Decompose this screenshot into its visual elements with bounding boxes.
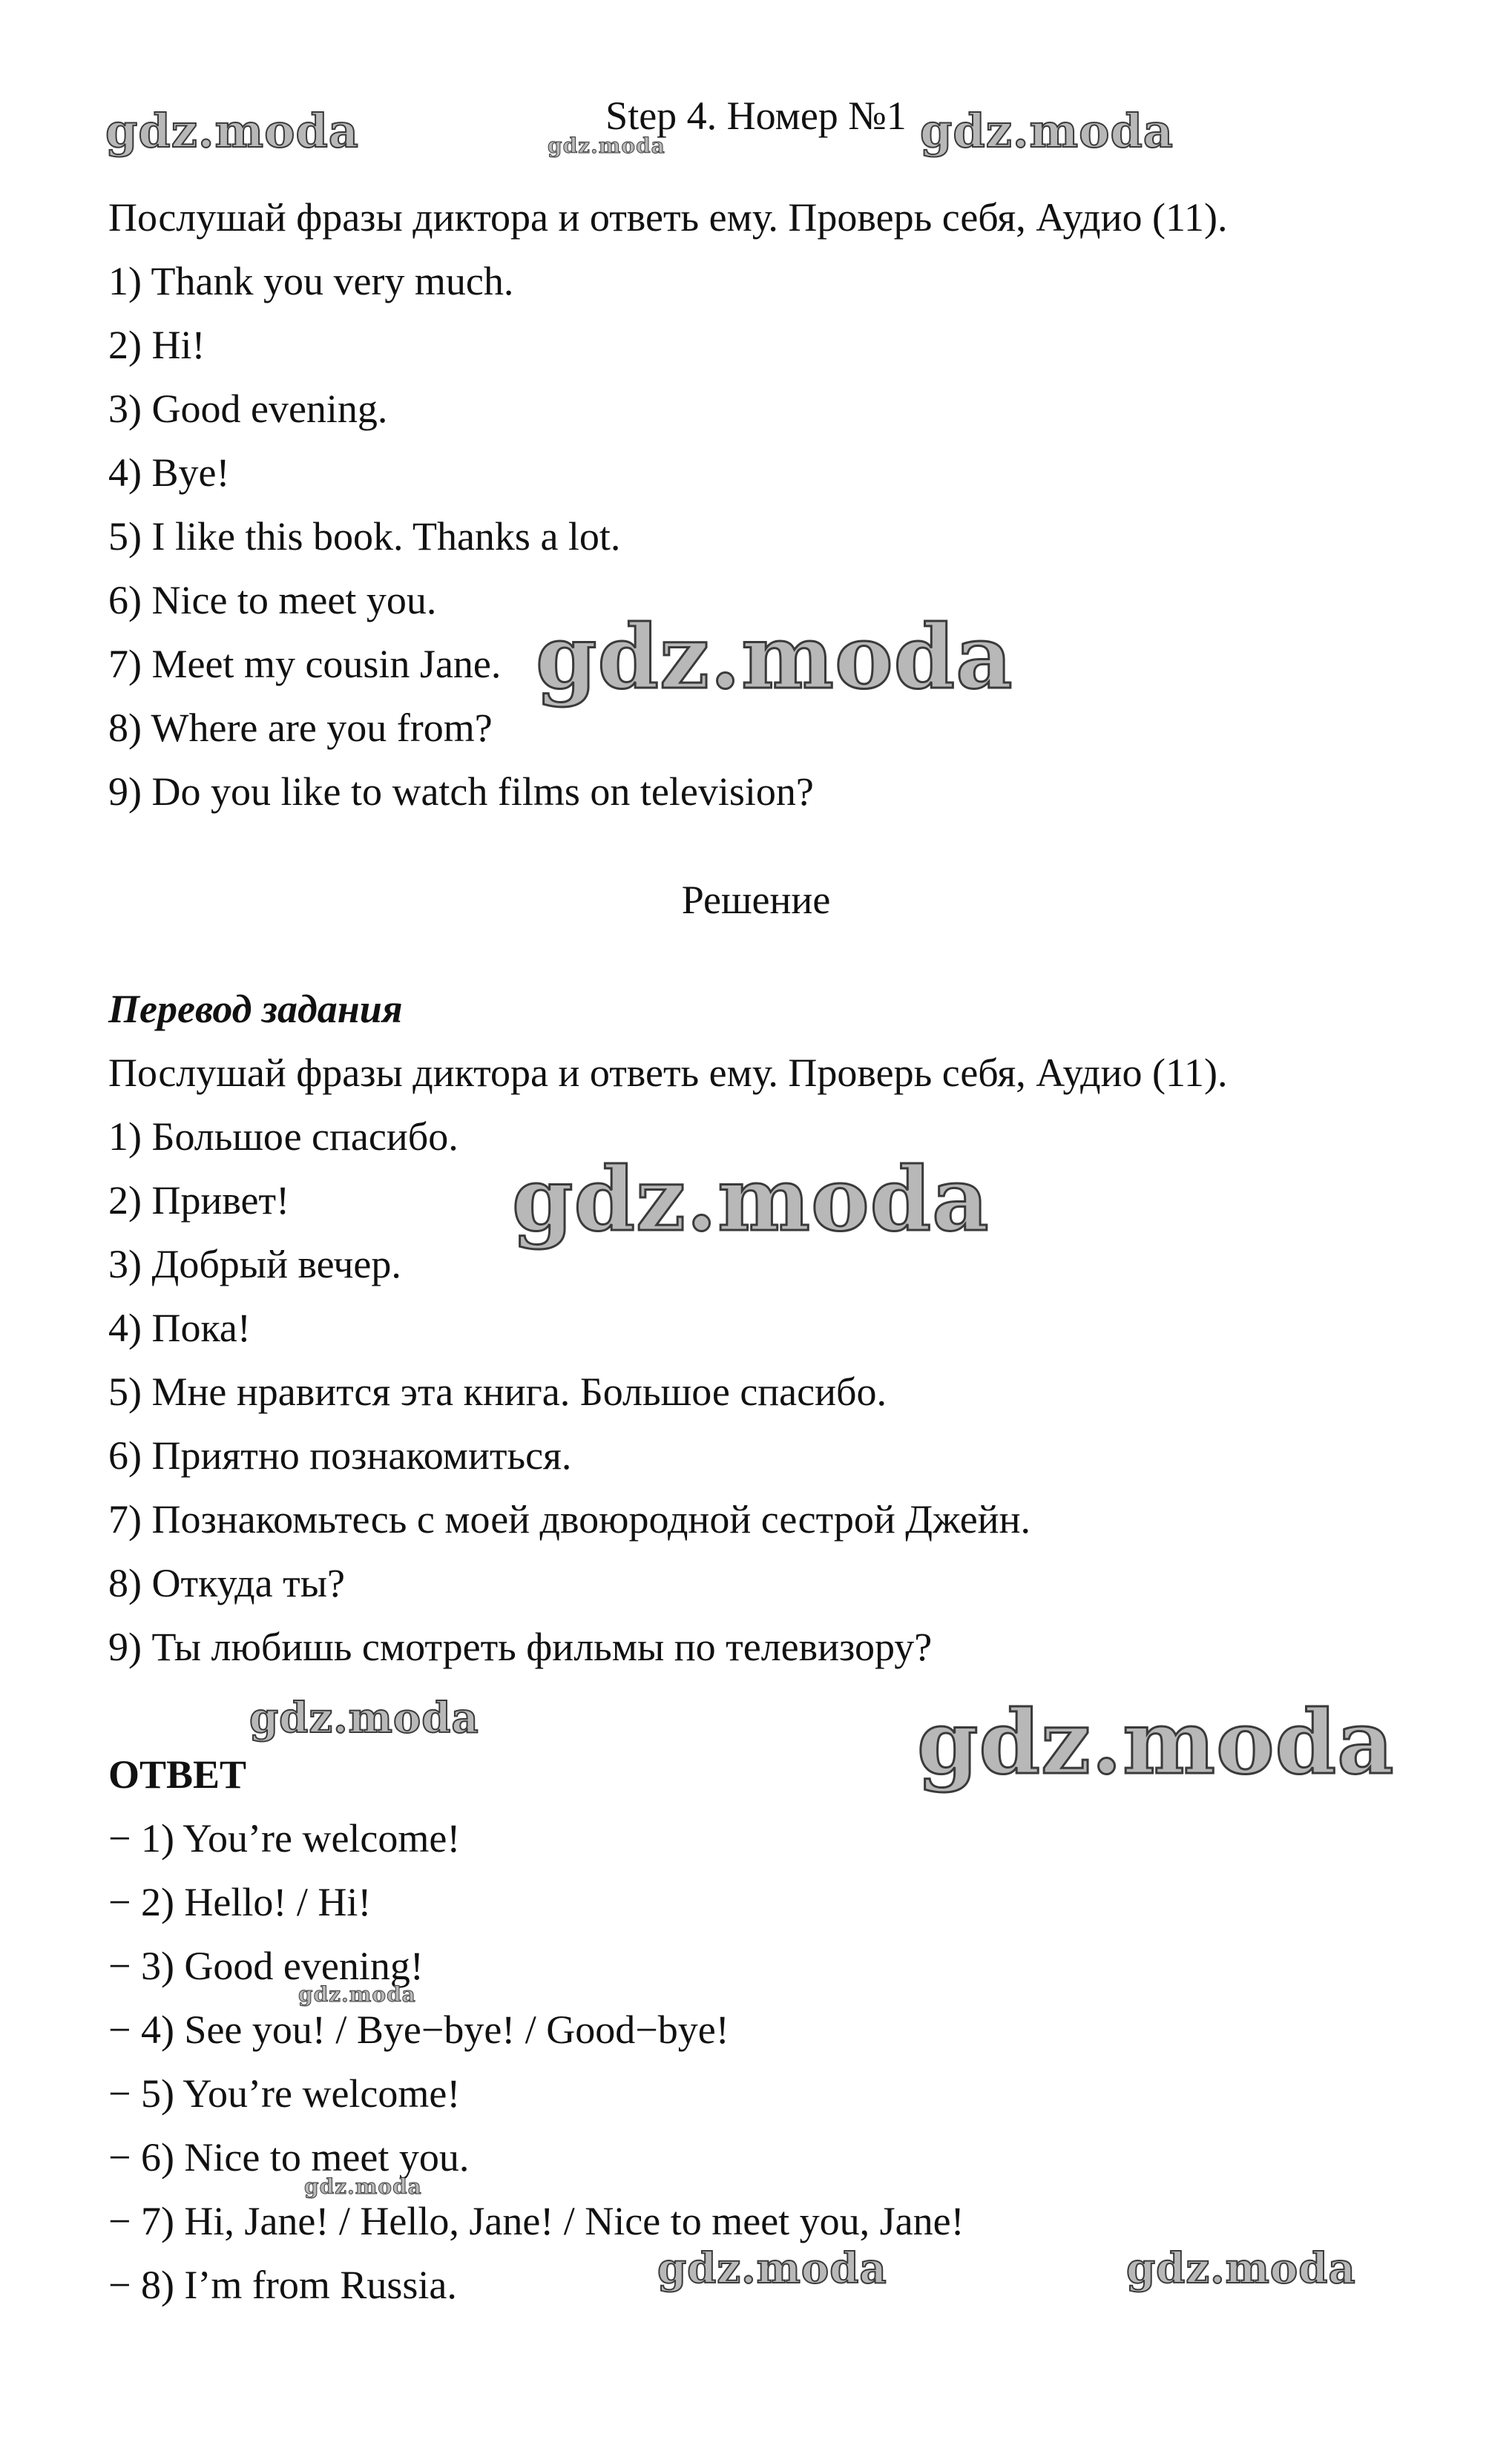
task-item: 8) Where are you from?: [108, 706, 493, 750]
watermark: gdz.moda: [249, 1694, 479, 1743]
answer-item: − 2) Hello! / Hi!: [108, 1880, 372, 1924]
task-item: 9) Do you like to watch films on television?: [108, 769, 814, 814]
task-item: 4) Bye!: [108, 450, 230, 495]
task-item: 2) Hi!: [108, 323, 206, 367]
task-item: 5) I like this book. Thanks a lot.: [108, 514, 621, 559]
answer-item: − 6) Nice to meet you.: [108, 2135, 470, 2180]
task-item: 3) Good evening.: [108, 387, 388, 431]
watermark: gdz.moda: [512, 1148, 990, 1251]
answer-item: − 5) You’re welcome!: [108, 2071, 461, 2116]
task-item: 6) Nice to meet you.: [108, 578, 437, 622]
translation-item: 8) Откуда ты?: [108, 1561, 345, 1605]
task-instruction: Послушай фразы диктора и ответь ему. Проверь себя, Аудио (11).: [108, 195, 1228, 240]
translation-item: 9) Ты любишь смотреть фильмы по телевизору?: [108, 1625, 933, 1669]
watermark: gdz.moda: [105, 104, 359, 158]
answer-item: − 7) Hi, Jane! / Hello, Jane! / Nice to meet you, Jane!: [108, 2199, 964, 2243]
answer-item: − 3) Good evening!: [108, 1944, 424, 1988]
translation-item: 7) Познакомьтесь с моей двоюродной сестрой Джейн.: [108, 1497, 1031, 1542]
answer-heading: ОТВЕТ: [108, 1752, 247, 1797]
translation-instruction: Послушай фразы диктора и ответь ему. Проверь себя, Аудио (11).: [108, 1050, 1228, 1095]
task-item: 7) Meet my cousin Jane.: [108, 642, 502, 686]
translation-item: 6) Приятно познакомиться.: [108, 1433, 572, 1478]
translation-item: 2) Привет!: [108, 1178, 290, 1223]
page-title: Step 4. Номер №1: [605, 93, 907, 138]
watermark: gdz.moda: [304, 2174, 422, 2199]
watermark: gdz.moda: [917, 1691, 1395, 1794]
translation-item: 5) Мне нравится эта книга. Большое спасибо.: [108, 1369, 887, 1414]
watermark: gdz.moda: [536, 605, 1013, 708]
answer-item: − 1) You’re welcome!: [108, 1816, 461, 1861]
solution-heading: Решение: [681, 878, 831, 922]
translation-item: 3) Добрый вечер.: [108, 1242, 401, 1286]
watermark: gdz.moda: [1126, 2244, 1356, 2293]
watermark: gdz.moda: [657, 2244, 887, 2293]
watermark: gdz.moda: [920, 104, 1174, 158]
watermark: gdz.moda: [298, 1982, 416, 2007]
answer-item: − 8) I’m from Russia.: [108, 2263, 457, 2307]
answer-item: − 4) See you! / Bye−bye! / Good−bye!: [108, 2007, 729, 2052]
task-item: 1) Thank you very much.: [108, 259, 514, 303]
watermark: gdz.moda: [548, 134, 665, 158]
translation-item: 1) Большое спасибо.: [108, 1114, 458, 1159]
translation-item: 4) Пока!: [108, 1306, 251, 1350]
translation-heading: Перевод задания: [108, 987, 403, 1031]
